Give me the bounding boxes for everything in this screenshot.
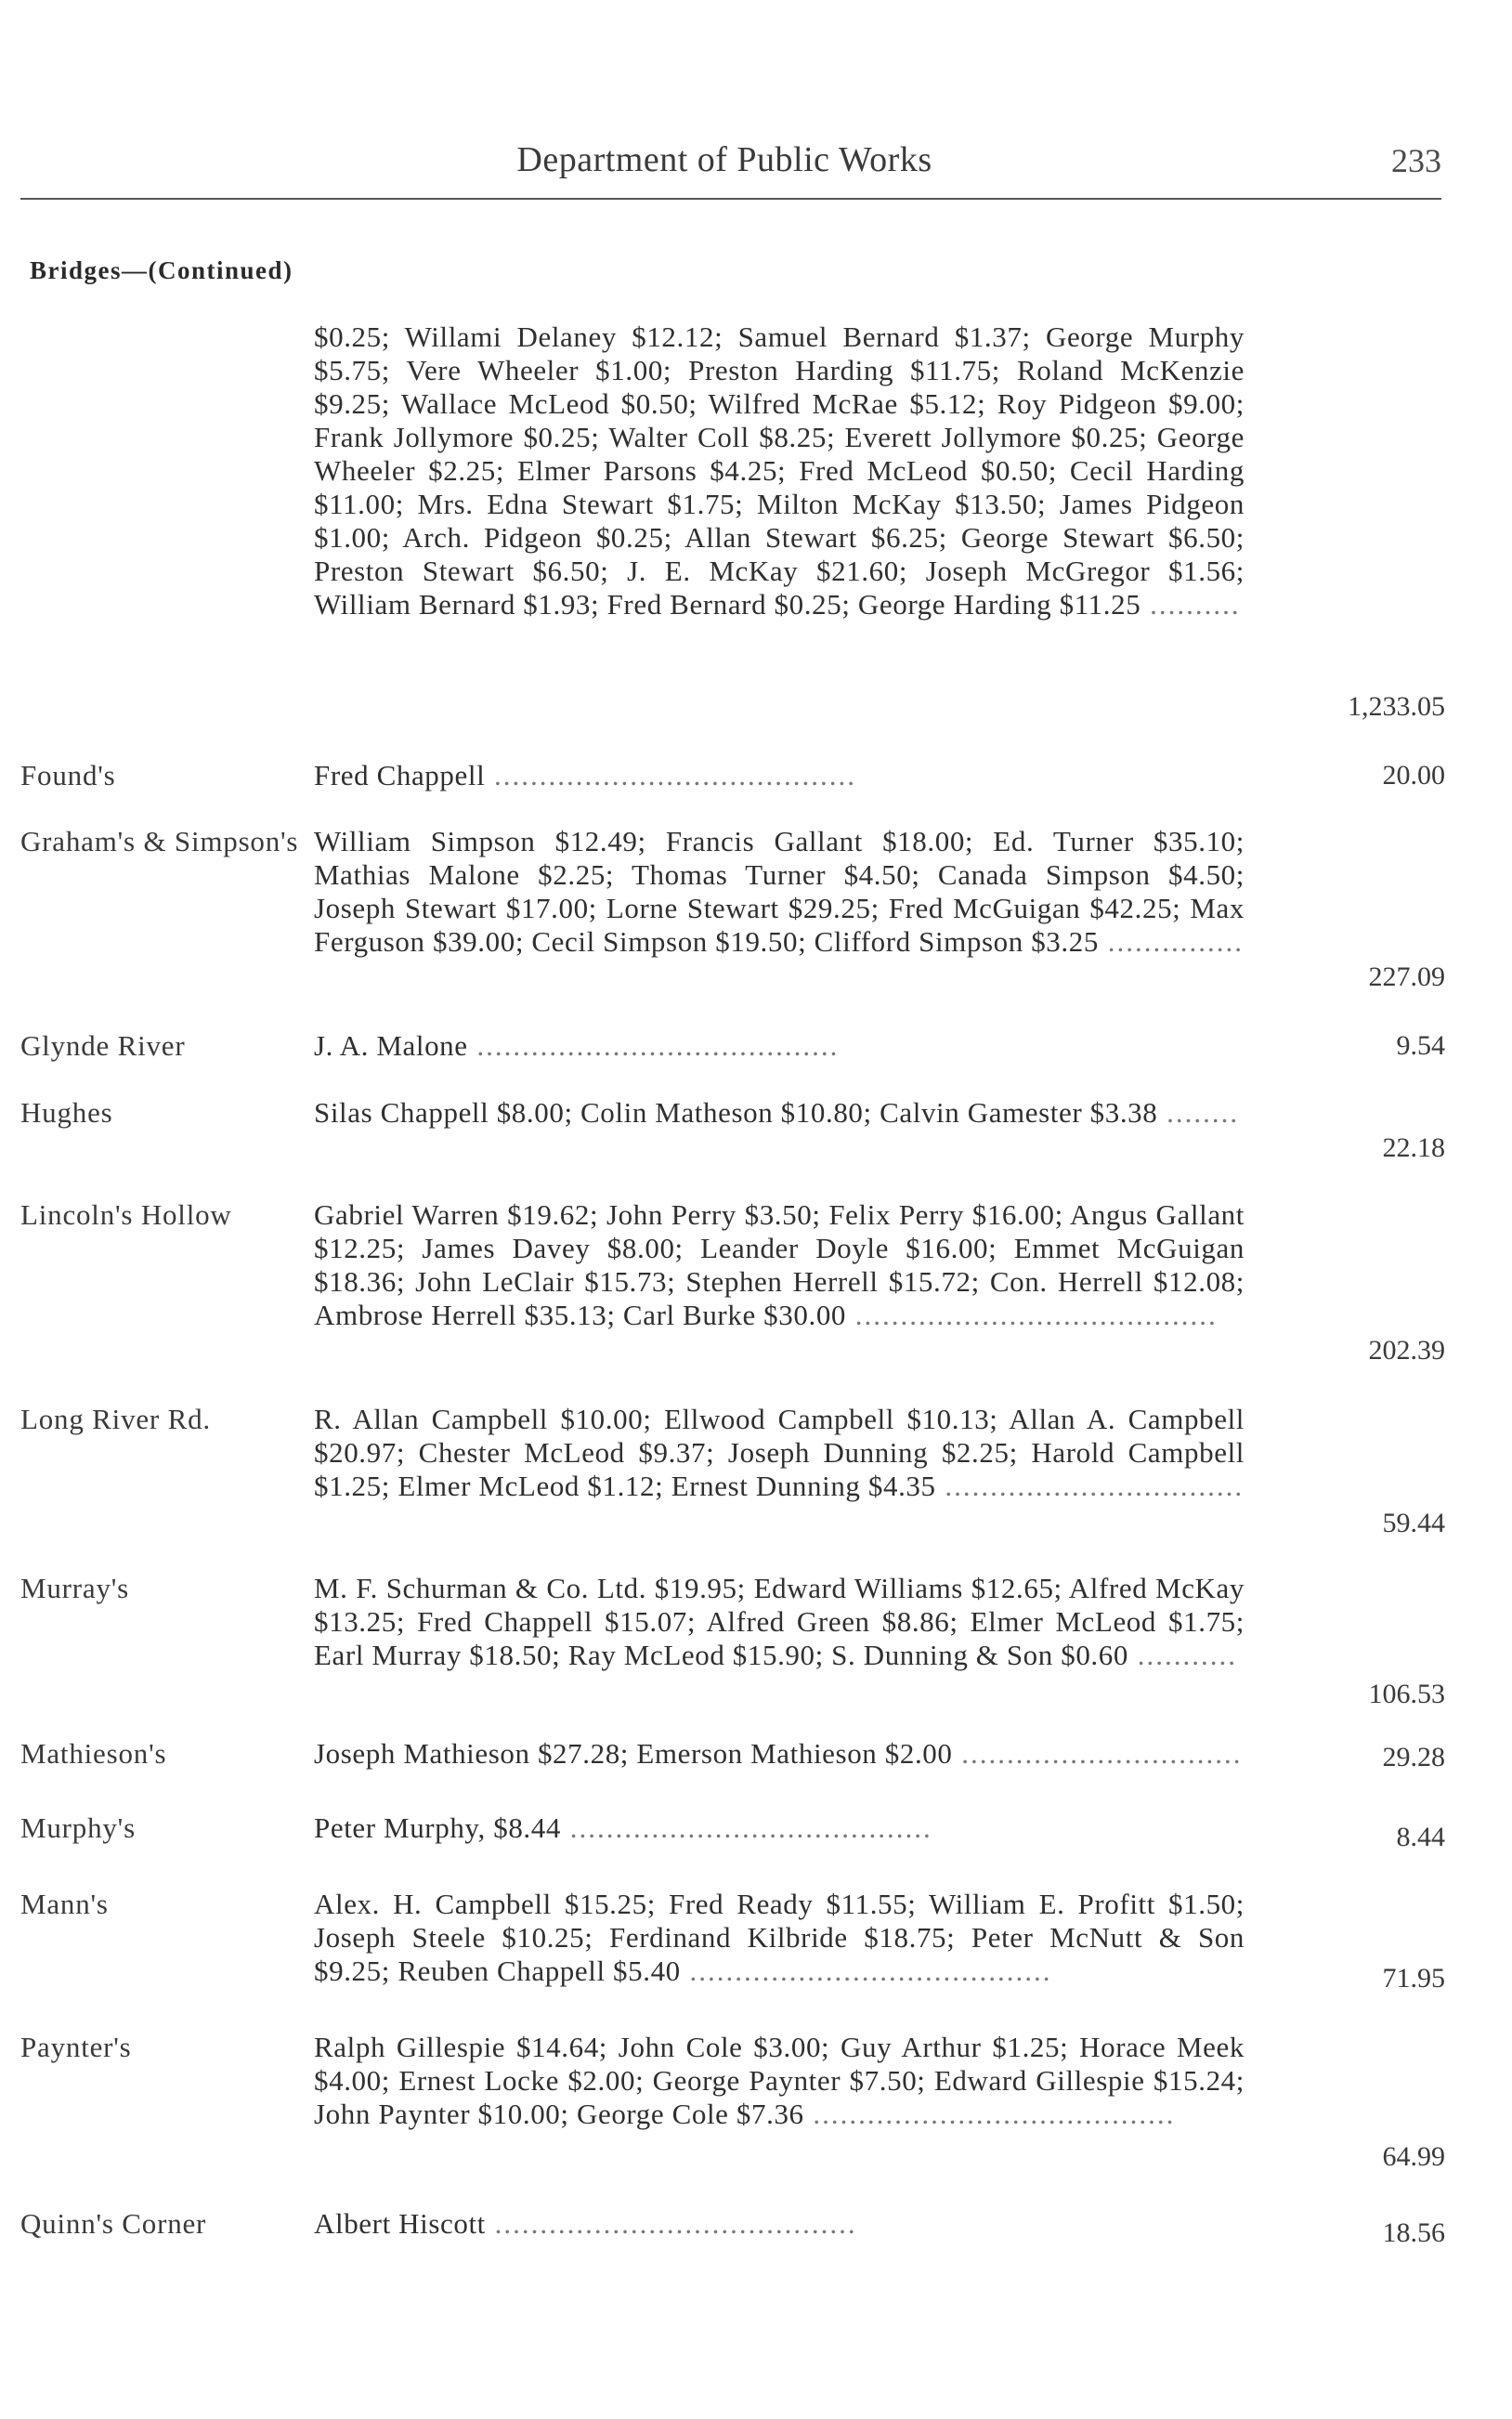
entry-details: William Simpson $12.49; Francis Gallant $18.00; Ed. Turner $35.10; Mathias Malone $2.25; Thomas Turner $4.50; Canada Simpson $4.50; Joseph Stewart $17.00; Lorne Stewart $29.25; Fred McGuigan $42.25; Max Ferguson $39.00; Cecil Simpson $19.50; Clifford Simpson $3.25 ...............: [314, 825, 1245, 958]
entry-place: Mathieson's: [20, 1737, 167, 1770]
entry-amount: 64.99: [1382, 2141, 1445, 2172]
dot-leader: ...........: [1127, 1639, 1237, 1671]
dot-leader: ........................................: [846, 1299, 1218, 1331]
entry-place: Hughes: [20, 1096, 113, 1129]
entry-amount: 59.44: [1382, 1508, 1445, 1538]
entry-amount: 1,233.05: [1348, 691, 1445, 722]
entry-details: $0.25; Willami Delaney $12.12; Samuel Bernard $1.37; George Murphy $5.75; Vere Wheeler $1.00; Preston Harding $11.75; Roland McKenzie $9.25; Wallace McLeod $0.50; Wilfred McRae $5.12; Roy Pidgeon $9.00; Frank Jollymore $0.25; Walter Coll $8.25; Everett Jollymore $0.25; George Wheeler $2.25; Elmer Parsons $4.25; Fred McLeod $0.50; Cecil Harding $11.00; Mrs. Edna Stewart $1.75; Milton McKay $13.50; James Pidgeon $1.00; Arch. Pidgeon $0.25; Allan Stewart $6.25; George Stewart $6.50; Preston Stewart $6.50; J. E. McKay $21.60; Joseph McGregor $1.56; William Bernard $1.93; Fred Bernard $0.25; George Harding $11.25 ..........: [314, 320, 1245, 621]
entry-details: Fred Chappell ........................................: [314, 759, 857, 791]
entry-amount: 227.09: [1368, 961, 1445, 992]
dot-leader: ........................................: [803, 2098, 1176, 2130]
page-title: Department of Public Works: [516, 140, 932, 179]
entry-place: Quinn's Corner: [20, 2207, 207, 2240]
entry-place: Lincoln's Hollow: [20, 1198, 232, 1231]
page-header: [0, 139, 1449, 195]
dot-leader: ...............................: [952, 1737, 1243, 1770]
entry-amount: 106.53: [1368, 1679, 1445, 1709]
entry-amount: 9.54: [1396, 1030, 1445, 1061]
entry-details: Ralph Gillespie $14.64; John Cole $3.00; Guy Arthur $1.25; Horace Meek $4.00; Ernest Locke $2.00; George Paynter $7.50; Edward Gillespie $15.24; John Paynter $10.00; George Cole $7.36 ........................................: [314, 2031, 1245, 2130]
entry-details: R. Allan Campbell $10.00; Ellwood Campbell $10.13; Allan A. Campbell $20.97; Chester McLeod $9.37; Joseph Dunning $2.25; Harold Campbell $1.25; Elmer McLeod $1.12; Ernest Dunning $4.35 .................................: [314, 1403, 1245, 1502]
entry-details: J. A. Malone ........................................: [314, 1029, 840, 1062]
dot-leader: ........................................: [485, 2207, 857, 2240]
entry-amount: 20.00: [1382, 760, 1445, 791]
entry-amount: 18.56: [1382, 2217, 1445, 2248]
dot-leader: ........................................: [560, 1811, 932, 1844]
dot-leader: ........................................: [680, 1955, 1052, 1987]
entry-amount: 22.18: [1382, 1132, 1445, 1163]
entry-amount: 29.28: [1382, 1742, 1445, 1772]
entry-place: Paynter's: [20, 2031, 132, 2063]
entry-amount: 8.44: [1396, 1822, 1445, 1852]
entry-details: Albert Hiscott ........................................: [314, 2207, 857, 2240]
entry-place: Glynde River: [20, 1029, 186, 1062]
entry-details: Gabriel Warren $19.62; John Perry $3.50; Felix Perry $16.00; Angus Gallant $12.25; James Davey $8.00; Leander Doyle $16.00; Emmet McGuigan $18.36; John LeClair $15.73; Stephen Herrell $15.72; Con. Herrell $12.08; Ambrose Herrell $35.13; Carl Burke $30.00 ........................................: [314, 1198, 1245, 1331]
entry-amount: 202.39: [1368, 1335, 1445, 1366]
entry-place: Long River Rd.: [20, 1403, 211, 1435]
entry-details: Alex. H. Campbell $15.25; Fred Ready $11.55; William E. Profitt $1.50; Joseph Steele $10.25; Ferdinand Kilbride $18.75; Peter McNutt & Son $9.25; Reuben Chappell $5.40 ........................................: [314, 1888, 1245, 1987]
entry-place: Murphy's: [20, 1811, 136, 1844]
entry-details: M. F. Schurman & Co. Ltd. $19.95; Edward Williams $12.65; Alfred McKay $13.25; Fred Chappell $15.07; Alfred Green $8.86; Elmer McLeod $1.75; Earl Murray $18.50; Ray McLeod $15.90; S. Dunning & Son $0.60 ...........: [314, 1572, 1245, 1671]
dot-leader: ...............: [1098, 925, 1244, 958]
entry-amount: 71.95: [1382, 1963, 1445, 1994]
entry-place: Found's: [20, 759, 116, 791]
dot-leader: .................................: [935, 1470, 1245, 1502]
section-heading: Bridges—(Continued): [30, 256, 293, 284]
entry-details: Joseph Mathieson $27.28; Emerson Mathieson $2.00 ...............................: [314, 1737, 1243, 1770]
dot-leader: ........................................: [467, 1029, 840, 1062]
dot-leader: ........: [1157, 1096, 1240, 1129]
page-number: 233: [1391, 142, 1441, 179]
header-rule: [20, 198, 1441, 200]
dot-leader: ..........: [1141, 588, 1241, 621]
dot-leader: ........................................: [485, 759, 857, 791]
entry-place: Murray's: [20, 1572, 130, 1604]
entry-details: Peter Murphy, $8.44 ........................................: [314, 1811, 932, 1844]
entry-details: Silas Chappell $8.00; Colin Matheson $10.80; Calvin Gamester $3.38 ........: [314, 1096, 1240, 1129]
entry-place: Graham's & Simpson's: [20, 825, 299, 857]
entry-place: Mann's: [20, 1888, 109, 1920]
